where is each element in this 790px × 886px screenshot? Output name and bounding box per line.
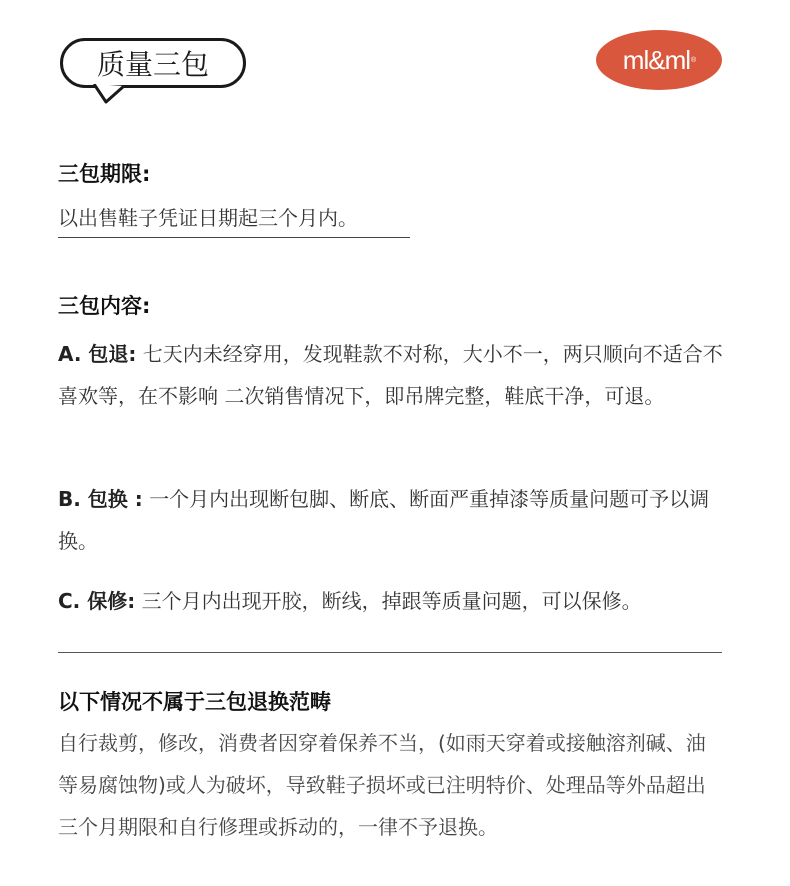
item-c bbox=[58, 580, 724, 622]
title-bubble bbox=[60, 38, 246, 88]
logo-text: ml&ml bbox=[622, 44, 691, 75]
item-a-text: 七天内未经穿用，发现鞋款不对称，大小不一，两只顺向不适合不喜欢等，在不影响 二次销售情况下，即吊牌完整，鞋底干净，可退。 bbox=[58, 342, 723, 408]
exclusions-text: 自行裁剪，修改，消费者因穿着保养不当，(如雨天穿着或接触溶剂碱、油等易腐蚀物)或人为破坏，导致鞋子损坏或已注明特价、处理品等外品超出三个月期限和自行修理或拆动的，一律不予退换。 bbox=[58, 731, 706, 839]
item-a bbox=[58, 333, 724, 417]
page-title: 质量三包 bbox=[96, 48, 209, 81]
item-b-label: B. 包换 : bbox=[58, 487, 143, 511]
item-a-label: A. 包退: bbox=[58, 342, 137, 366]
logo-registered-mark: ® bbox=[691, 56, 696, 64]
content-heading: 三包内容: bbox=[58, 294, 151, 318]
period-heading: 三包期限: bbox=[58, 162, 151, 186]
item-b-text: 一个月内出现断包脚、断底、断面严重掉漆等质量问题可予以调换。 bbox=[58, 487, 710, 553]
item-c-text: 三个月内出现开胶，断线，掉跟等质量问题，可以保修。 bbox=[135, 589, 642, 613]
item-c-label: C. 保修: bbox=[58, 589, 136, 613]
bubble-tail-icon bbox=[92, 84, 126, 106]
exclusions-heading: 以下情况不属于三包退换范畴 bbox=[58, 690, 331, 714]
divider bbox=[58, 652, 722, 653]
brand-logo bbox=[596, 30, 722, 90]
item-b bbox=[58, 478, 724, 562]
period-text: 以出售鞋子凭证日期起三个月内。 bbox=[58, 202, 410, 238]
